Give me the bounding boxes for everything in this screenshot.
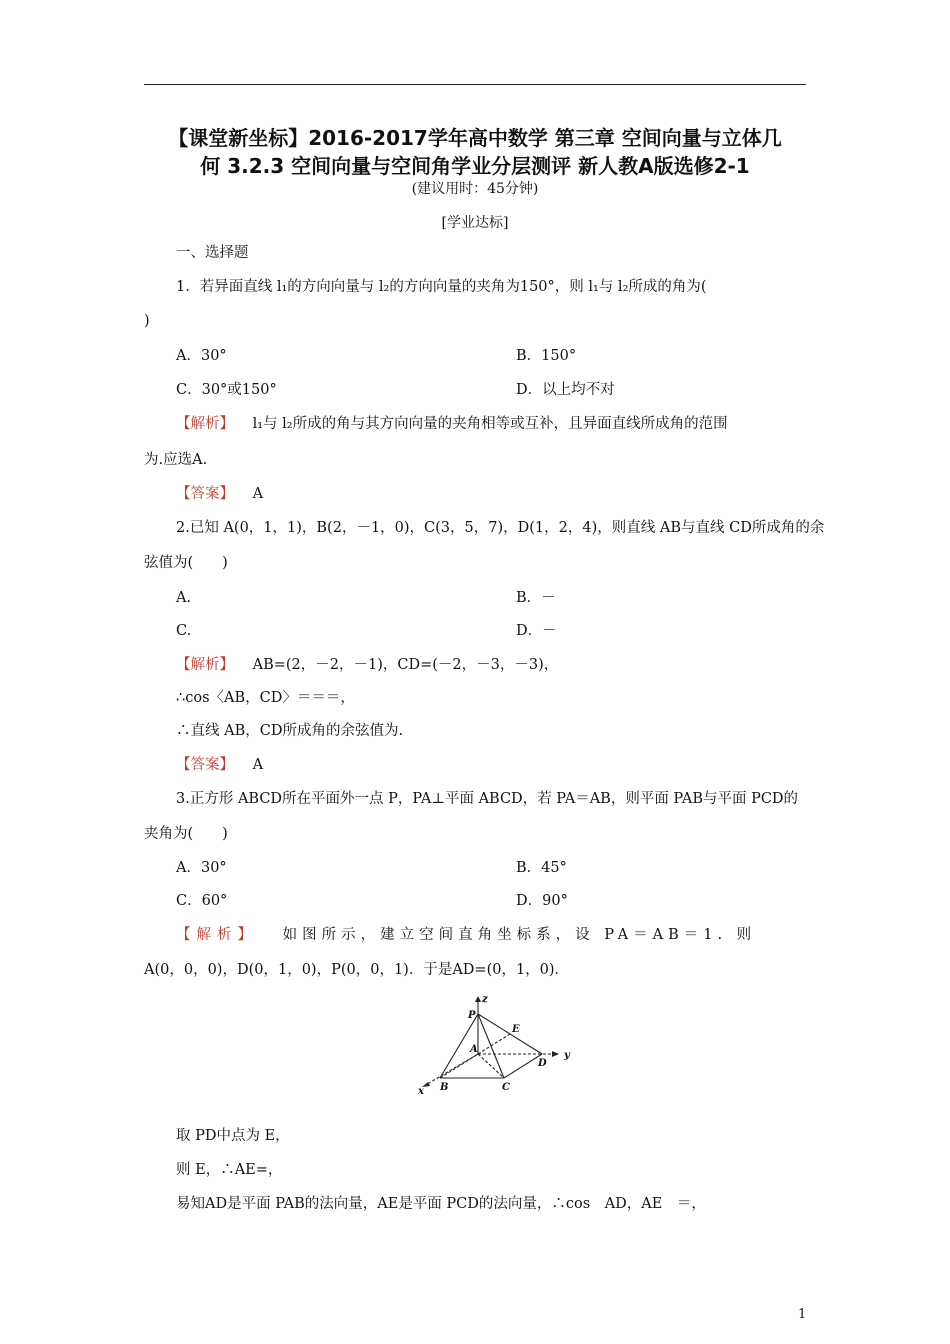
analysis-tag: 【解析】 — [176, 416, 234, 432]
q3-step-midpoint: 取 PD中点为 E， — [176, 1128, 290, 1144]
segment-ae — [478, 1034, 510, 1054]
q2-analysis — [176, 655, 558, 675]
time-note: (建议用时：45分钟) — [411, 181, 539, 197]
q3-step-ae: 则 E，∴AE=， — [176, 1162, 283, 1178]
document-title — [144, 124, 806, 180]
q2-option-b: B．－ — [516, 590, 556, 606]
answer-tag: 【答案】 — [176, 757, 234, 773]
q2-analysis-step: ∴cos〈AB，CD〉＝＝＝， — [176, 690, 355, 706]
part-heading: 一、选择题 — [176, 245, 249, 261]
q2-stem-cont: 弦值为( ) — [144, 555, 228, 571]
edge-cd — [504, 1054, 542, 1078]
q2-option-c: C. — [176, 623, 192, 639]
label-x: x — [418, 1086, 424, 1096]
q1-option-a: A．30° — [176, 348, 227, 364]
q1-stem-cont: ) — [144, 313, 150, 329]
q1-analysis — [176, 414, 728, 434]
label-b: B — [440, 1082, 449, 1093]
title-line-2: 何 3.2.3 空间向量与空间角学业分层测评 新人教A版选修2-1 — [200, 154, 750, 178]
q1-answer — [176, 484, 263, 504]
header-rule — [144, 84, 806, 85]
q3-option-a: A．30° — [176, 860, 227, 876]
q3-analysis-coords: A(0，0，0)，D(0，1，0)，P(0，0，1)．于是AD=(0，1，0)． — [144, 962, 570, 978]
page-number: 1 — [798, 1307, 807, 1322]
q2-analysis-text: AB=(2，－2，－1)，CD=(－2，－3，－3)， — [252, 657, 559, 673]
q3-stem-cont: 夹角为( ) — [144, 826, 228, 842]
section-heading: [学业达标] — [441, 215, 509, 231]
q1-analysis-cont: 为.应选A. — [144, 452, 208, 468]
q3-option-d: D．90° — [516, 893, 568, 909]
q3-analysis-text: 如图所示，建立空间直角坐标系，设 PA＝AB＝1. 则 — [282, 927, 757, 943]
title-line-1: 【课堂新坐标】2016-2017学年高中数学 第三章 空间向量与立体几 — [168, 126, 782, 150]
answer-tag: 【答案】 — [176, 486, 234, 502]
q3-option-c: C．60° — [176, 893, 228, 909]
segment-ac — [478, 1054, 504, 1078]
q1-option-d: D．以上均不对 — [516, 382, 615, 398]
q3-analysis — [176, 925, 756, 945]
q2-stem: 2.已知 A(0，1，1)，B(2，－1，0)，C(3，5，7)，D(1，2，4)，则直线 AB与直线 CD所成角的余 — [176, 520, 825, 536]
label-z: z — [482, 994, 488, 1005]
q1-option-c: C．30°或150° — [176, 382, 277, 398]
analysis-tag: 【解析】 — [176, 657, 234, 673]
q3-step-normals: 易知AD是平面 PAB的法向量，AE是平面 PCD的法向量，∴cos AD，AE ＝， — [176, 1196, 706, 1212]
analysis-tag: 【解析】 — [176, 927, 258, 943]
q1-analysis-text: l₁与 l₂所成的角与其方向向量的夹角相等或互补，且异面直线所成角的范围 — [252, 416, 728, 432]
q1-answer-value: A — [252, 486, 264, 502]
label-d: D — [538, 1058, 547, 1069]
q3-option-b: B．45° — [516, 860, 567, 876]
q2-answer — [176, 755, 263, 775]
q3-stem: 3.正方形 ABCD所在平面外一点 P，PA⊥平面 ABCD，若 PA＝AB，则平面 PAB与平面 PCD的 — [176, 791, 799, 807]
label-a: A — [470, 1044, 478, 1055]
label-y: y — [564, 1050, 570, 1061]
q2-analysis-conclusion: ∴直线 AB，CD所成角的余弦值为. — [176, 723, 404, 739]
q1-option-b: B．150° — [516, 348, 577, 364]
label-p: P — [468, 1010, 476, 1021]
q2-option-a: A. — [176, 590, 192, 606]
pyramid-figure — [418, 994, 574, 1096]
label-e: E — [512, 1024, 520, 1035]
q2-answer-value: A — [252, 757, 264, 773]
z-axis-arrow — [475, 996, 481, 1002]
y-axis-arrow — [552, 1051, 559, 1057]
label-c: C — [502, 1082, 510, 1093]
q1-stem: 1．若异面直线 l₁的方向向量与 l₂的方向向量的夹角为150°，则 l₁与 l₂所成的角为( — [176, 279, 707, 295]
q2-option-d: D．－ — [516, 623, 557, 639]
